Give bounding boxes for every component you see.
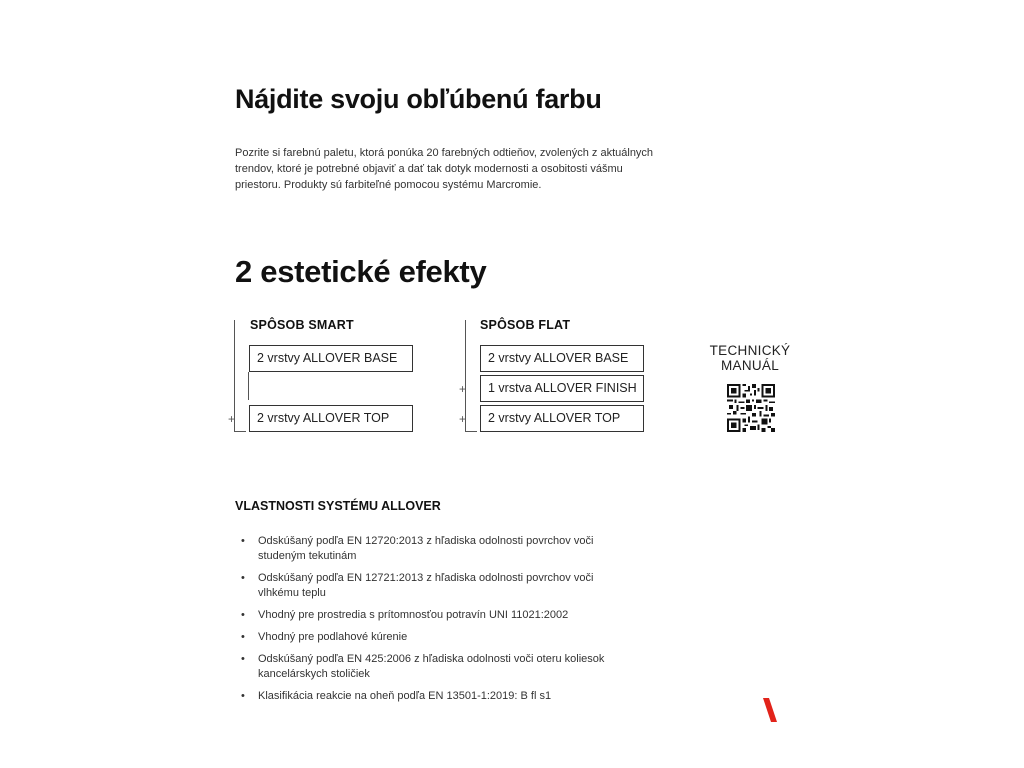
list-item bbox=[241, 534, 621, 564]
list-item bbox=[241, 571, 621, 601]
properties-list bbox=[241, 534, 621, 711]
page-title: Nájdite svoju obľúbenú farbu bbox=[235, 84, 602, 114]
flat-layer-top: 2 vrstvy ALLOVER TOP bbox=[480, 405, 644, 432]
list-item bbox=[241, 608, 621, 623]
intro-paragraph: Pozrite si farebnú paletu, ktorá ponúka 20 farebných odtieňov, zvolených z aktuálnych trendov, ktoré je potrebné objaviť a dať tak dotyk modernosti a osobitosti vášmu priestoru. Produkty sú farbiteľné pomocou systému Marcromie. bbox=[235, 147, 654, 191]
qr-code-icon[interactable] bbox=[727, 384, 775, 432]
flat-layer-finish: 1 vrstva ALLOVER FINISH bbox=[480, 375, 644, 402]
property-text: Odskúšaný podľa EN 12720:2013 z hľadiska odolnosti povrchov voči studeným tekutinám bbox=[258, 535, 594, 562]
flat-bracket-foot bbox=[465, 431, 477, 432]
bullet-icon: • bbox=[241, 631, 245, 643]
bullet-icon: • bbox=[241, 609, 245, 621]
property-text: Odskúšaný podľa EN 425:2006 z hľadiska odolnosti voči oteru koliesok kancelárskych stoličiek bbox=[258, 653, 605, 680]
smart-layer-base: 2 vrstvy ALLOVER BASE bbox=[249, 345, 413, 372]
bullet-icon: • bbox=[241, 535, 245, 547]
property-text: Klasifikácia reakcie na oheň podľa EN 13501-1:2019: B fl s1 bbox=[258, 690, 552, 702]
list-item bbox=[241, 630, 621, 645]
effects-title: 2 estetické efekty bbox=[235, 254, 487, 289]
property-text: Vhodný pre prostredia s prítomnosťou potravín UNI 11021:2002 bbox=[258, 609, 569, 621]
list-item bbox=[241, 689, 621, 704]
list-item bbox=[241, 652, 621, 682]
bullet-icon: • bbox=[241, 690, 245, 702]
properties-title: VLASTNOSTI SYSTÉMU ALLOVER bbox=[235, 499, 441, 513]
smart-connector-line bbox=[248, 372, 249, 400]
property-text: Vhodný pre podlahové kúrenie bbox=[258, 631, 408, 643]
technical-manual-label bbox=[700, 343, 800, 373]
flat-layer-base: 2 vrstvy ALLOVER BASE bbox=[480, 345, 644, 372]
smart-layer-top: 2 vrstvy ALLOVER TOP bbox=[249, 405, 413, 432]
bullet-icon: • bbox=[241, 572, 245, 584]
bullet-icon: • bbox=[241, 653, 245, 665]
technical-manual-line2: MANUÁL bbox=[720, 358, 780, 373]
smart-bracket-foot bbox=[234, 431, 246, 432]
brand-logo-icon bbox=[760, 698, 780, 724]
property-text: Odskúšaný podľa EN 12721:2013 z hľadiska odolnosti povrchov voči vlhkému teplu bbox=[258, 572, 594, 599]
smart-heading: SPÔSOB SMART bbox=[250, 318, 354, 332]
technical-manual-line1: TECHNICKÝ bbox=[709, 343, 791, 358]
flat-heading: SPÔSOB FLAT bbox=[480, 318, 571, 332]
flat-plus-sign-1: + bbox=[459, 382, 467, 396]
flat-plus-sign-2: + bbox=[459, 412, 467, 426]
smart-plus-sign: + bbox=[228, 412, 236, 426]
